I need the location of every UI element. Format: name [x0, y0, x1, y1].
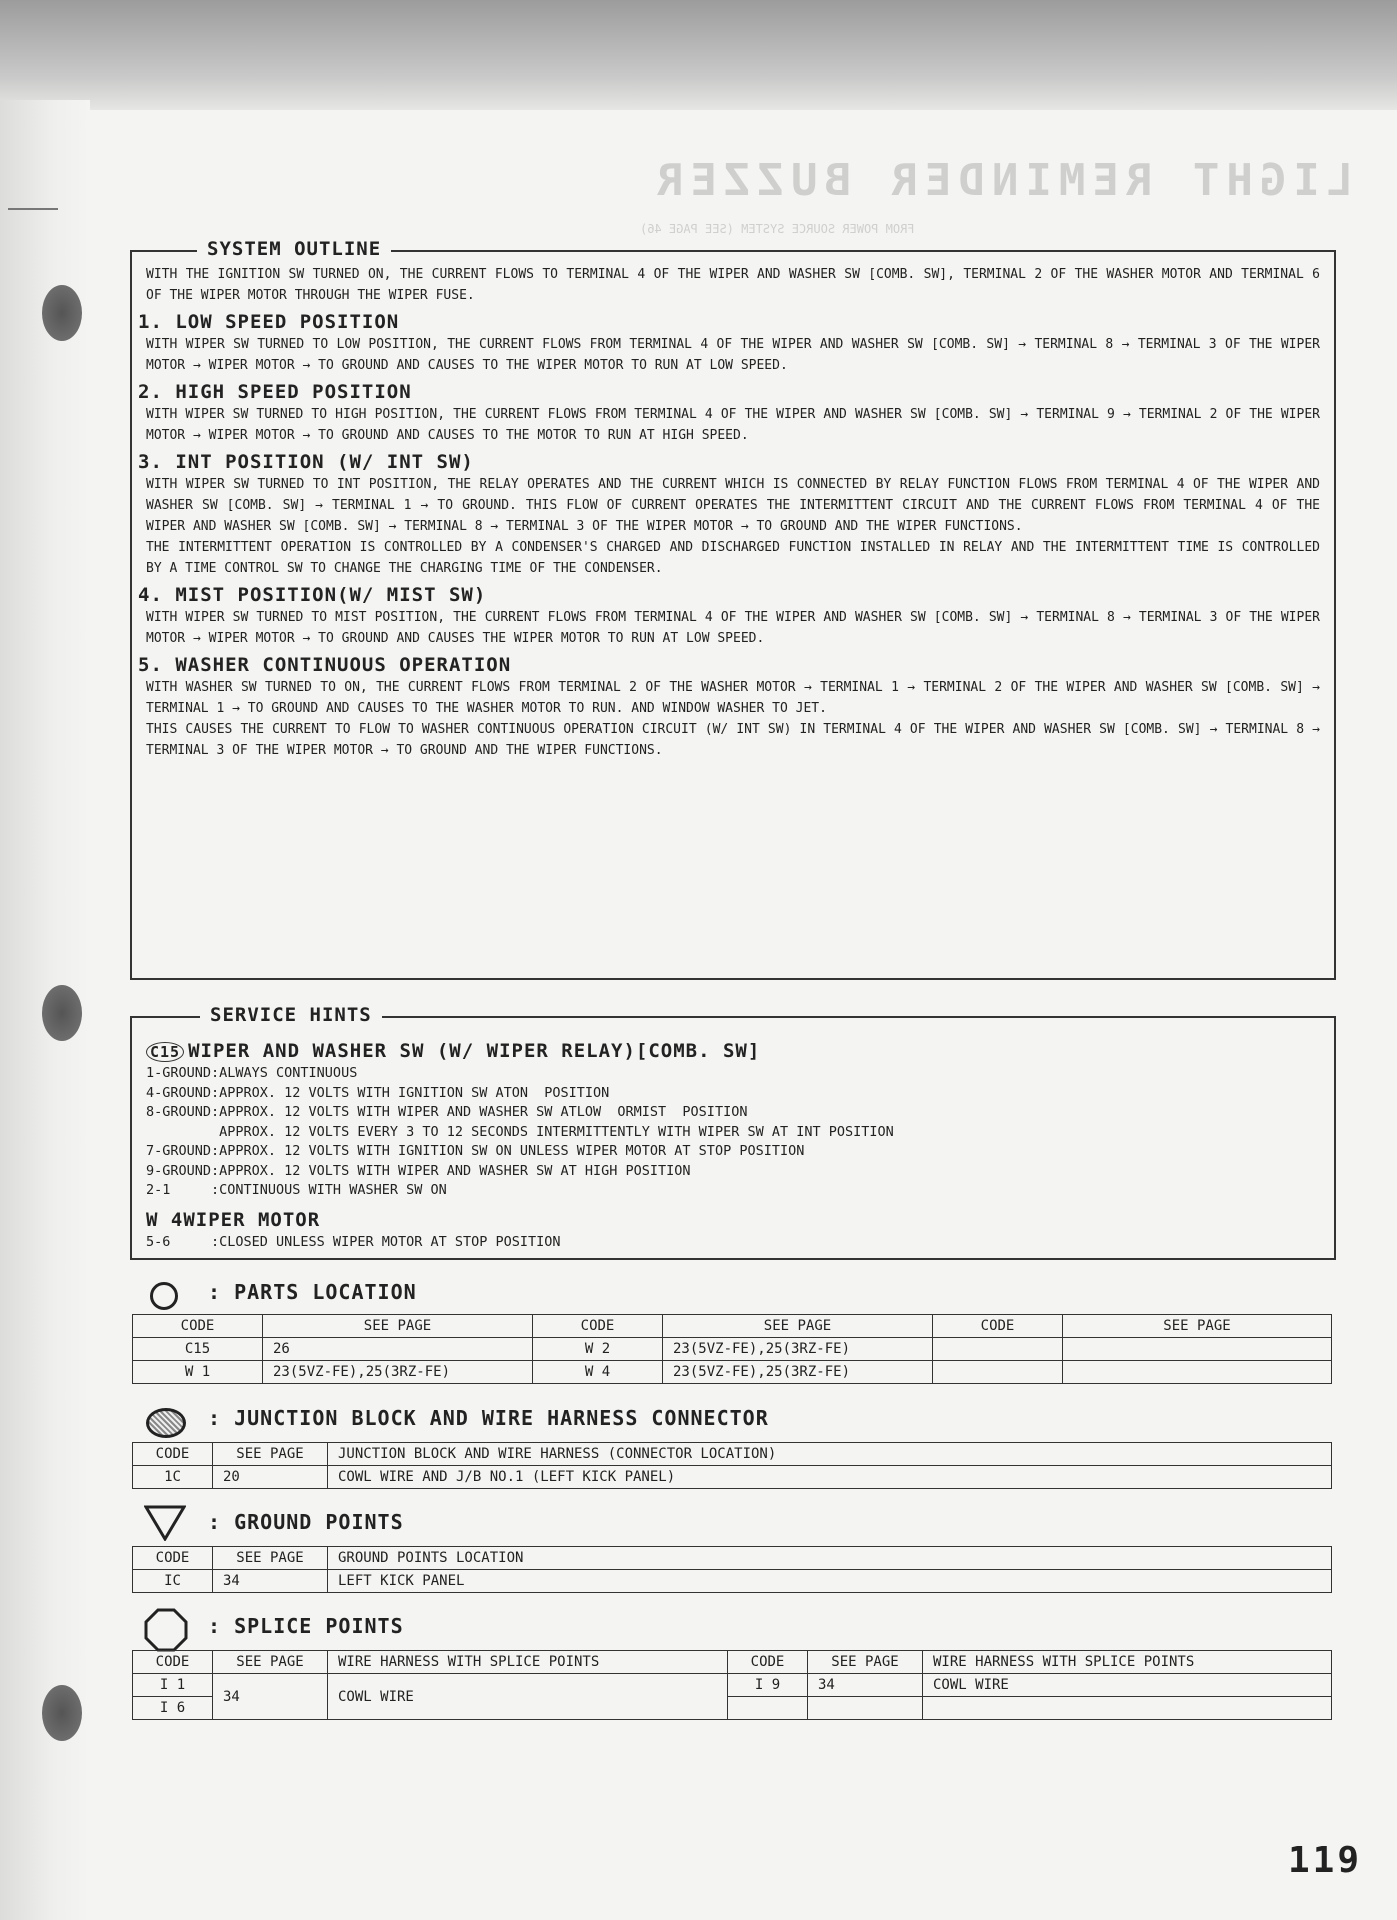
table-header: GROUND POINTS LOCATION	[328, 1547, 1332, 1570]
outline-paragraph: THIS CAUSES THE CURRENT TO FLOW TO WASHER CONTINUOUS OPERATION CIRCUIT (W/ INT SW) IN TERMINAL 4 OF THE WIPER AND WASHER SW [COMB. SW] → TERMINAL 8 → TERMINAL 3 OF THE WIPER MOTOR → TO GROUND AND THE WIPER FUNCTIONS.	[146, 722, 1320, 758]
splice-code: I 1	[133, 1674, 213, 1697]
outline-paragraph: WITH WASHER SW TURNED TO ON, THE CURRENT FLOWS FROM TERMINAL 2 OF THE WASHER MOTOR → TERMINAL 1 → TERMINAL 2 OF THE WIPER AND WASHER SW [COMB. SW] → TERMINAL 1 → TO GROUND AND CAUSES TO THE WASHER MOTOR TO RUN. AND WINDOW WASHER TO JET.	[146, 680, 1320, 716]
parts-location-table	[132, 1314, 1332, 1384]
table-cell: 26	[263, 1338, 533, 1361]
ground-points-table	[132, 1546, 1332, 1593]
c15-title: WIPER AND WASHER SW (W/ WIPER RELAY)[COMB. SW]	[188, 1040, 761, 1062]
outline-section-heading: 5. WASHER CONTINUOUS OPERATION	[138, 654, 512, 676]
binding-line	[8, 208, 58, 210]
ground-triangle-icon	[144, 1505, 186, 1541]
table-cell: LEFT KICK PANEL	[328, 1570, 1332, 1593]
junction-block-table	[132, 1442, 1332, 1489]
table-row	[133, 1361, 1332, 1384]
outline-intro: WITH THE IGNITION SW TURNED ON, THE CURRENT FLOWS TO TERMINAL 4 OF THE WIPER AND WASHER SW [COMB. SW], TERMINAL 2 OF THE WASHER MOTOR AND TERMINAL 6 OF THE WIPER MOTOR THROUGH THE WIPER FUSE.	[146, 267, 1320, 303]
scan-shadow-top	[0, 0, 1397, 110]
table-header: CODE	[933, 1315, 1063, 1338]
bleedthrough-subtitle: FROM POWER SOURCE SYSTEM (SEE PAGE 46)	[640, 222, 915, 236]
table-cell: COWL WIRE AND J/B NO.1 (LEFT KICK PANEL)	[328, 1466, 1332, 1489]
table-header: CODE	[133, 1443, 213, 1466]
table-cell: 1C	[133, 1466, 213, 1489]
bleedthrough-title: LIGHT REMINDER BUZZER	[650, 155, 1354, 206]
ground-points-title: : GROUND POINTS	[208, 1510, 404, 1534]
table-header: SEE PAGE	[213, 1547, 328, 1570]
w4-code: W 4	[146, 1208, 184, 1231]
table-header: SEE PAGE	[1063, 1315, 1332, 1338]
hint-row: 2-1 :CONTINUOUS WITH WASHER SW ON	[146, 1182, 447, 1198]
splice-harness: COWL WIRE	[923, 1674, 1332, 1697]
outline-paragraph: WITH WIPER SW TURNED TO INT POSITION, THE RELAY OPERATES AND THE CURRENT WHICH IS CONNECTED BY RELAY FUNCTION FLOWS FROM TERMINAL 4 OF THE WIPER AND WASHER SW [COMB. SW] → TERMINAL 1 → TO GROUND. THIS FLOW OF CURRENT OPERATES THE INTERMITTENT CIRCUIT AND THE CURRENT FLOWS FROM TERMINAL 4 OF THE WIPER AND WASHER SW [COMB. SW] → TERMINAL 8 → TERMINAL 3 OF THE WIPER MOTOR → TO GROUND AND THE WIPER FUNCTIONS.	[146, 477, 1320, 534]
system-outline-body	[138, 264, 1320, 761]
splice-points-title: : SPLICE POINTS	[208, 1614, 404, 1638]
table-cell	[1063, 1361, 1332, 1384]
c15-rows	[146, 1064, 1320, 1201]
service-hints-body	[146, 1034, 1320, 1252]
table-cell: W 4	[533, 1361, 663, 1384]
splice-header: CODE	[728, 1651, 808, 1674]
table-header: JUNCTION BLOCK AND WIRE HARNESS (CONNECTOR LOCATION)	[328, 1443, 1332, 1466]
table-header: SEE PAGE	[213, 1443, 328, 1466]
w4-title: WIPER MOTOR	[183, 1208, 321, 1231]
table-cell: 23(5VZ-FE),25(3RZ-FE)	[663, 1361, 933, 1384]
splice-page: 34	[213, 1674, 328, 1720]
service-hints-title: SERVICE HINTS	[200, 1004, 382, 1026]
table-header: SEE PAGE	[263, 1315, 533, 1338]
splice-header: CODE	[133, 1651, 213, 1674]
table-cell: W 2	[533, 1338, 663, 1361]
splice-header: SEE PAGE	[213, 1651, 328, 1674]
service-hints-box	[130, 1004, 1336, 1260]
w4-rows	[146, 1233, 1320, 1253]
punch-hole-icon	[42, 285, 82, 341]
outline-section-heading: 1. LOW SPEED POSITION	[138, 311, 400, 333]
circle-icon	[150, 1282, 178, 1310]
table-header: CODE	[133, 1315, 263, 1338]
outline-section-heading: 2. HIGH SPEED POSITION	[138, 381, 412, 403]
table-cell: 23(5VZ-FE),25(3RZ-FE)	[263, 1361, 533, 1384]
c15-code: C15	[146, 1042, 184, 1062]
table-header: CODE	[533, 1315, 663, 1338]
table-cell: C15	[133, 1338, 263, 1361]
splice-harness: COWL WIRE	[328, 1674, 728, 1720]
outline-section-heading: 3. INT POSITION (W/ INT SW)	[138, 451, 474, 473]
outline-paragraph: WITH WIPER SW TURNED TO MIST POSITION, THE CURRENT FLOWS FROM TERMINAL 4 OF THE WIPER AND WASHER SW [COMB. SW] → TERMINAL 8 → TERMINAL 3 OF THE WIPER MOTOR → WIPER MOTOR → TO GROUND AND CAUSES THE WIPER MOTOR TO RUN AT LOW SPEED.	[146, 610, 1320, 646]
splice-code: I 6	[133, 1697, 213, 1720]
outline-paragraph: WITH WIPER SW TURNED TO LOW POSITION, THE CURRENT FLOWS FROM TERMINAL 4 OF THE WIPER AND WASHER SW [COMB. SW] → TERMINAL 8 → TERMINAL 3 OF THE WIPER MOTOR → WIPER MOTOR → TO GROUND AND CAUSES TO THE WIPER MOTOR TO RUN AT LOW SPEED.	[146, 337, 1320, 373]
splice-header: SEE PAGE	[808, 1651, 923, 1674]
hint-row: 5-6 :CLOSED UNLESS WIPER MOTOR AT STOP POSITION	[146, 1233, 561, 1250]
splice-empty-cell	[808, 1697, 923, 1720]
outline-paragraph: WITH WIPER SW TURNED TO HIGH POSITION, THE CURRENT FLOWS FROM TERMINAL 4 OF THE WIPER AND WASHER SW [COMB. SW] → TERMINAL 9 → TERMINAL 2 OF THE WIPER MOTOR → WIPER MOTOR → TO GROUND AND CAUSES TO THE MOTOR TO RUN AT HIGH SPEED.	[146, 407, 1320, 443]
hint-row: 8-GROUND:APPROX. 12 VOLTS WITH WIPER AND WASHER SW ATLOW ORMIST POSITION	[146, 1104, 748, 1120]
hint-row: 7-GROUND:APPROX. 12 VOLTS WITH IGNITION SW ON UNLESS WIPER MOTOR AT STOP POSITION	[146, 1143, 805, 1159]
system-outline-box	[130, 238, 1336, 980]
w4-heading	[146, 1209, 1320, 1231]
splice-header: WIRE HARNESS WITH SPLICE POINTS	[923, 1651, 1332, 1674]
junction-block-title: : JUNCTION BLOCK AND WIRE HARNESS CONNECTOR	[208, 1406, 769, 1430]
table-cell	[1063, 1338, 1332, 1361]
punch-hole-icon	[42, 1685, 82, 1741]
hint-row: 9-GROUND:APPROX. 12 VOLTS WITH WIPER AND WASHER SW AT HIGH POSITION	[146, 1162, 691, 1179]
outline-paragraph: THE INTERMITTENT OPERATION IS CONTROLLED BY A CONDENSER'S CHARGED AND DISCHARGED FUNCTION INSTALLED IN RELAY AND THE INTERMITTENT TIME IS CONTROLLED BY A TIME CONTROL SW TO CHANGE THE CHARGING TIME OF THE CONDENSER.	[146, 540, 1320, 576]
table-cell: 20	[213, 1466, 328, 1489]
splice-points-table	[132, 1650, 1332, 1720]
splice-header: WIRE HARNESS WITH SPLICE POINTS	[328, 1651, 728, 1674]
table-row	[133, 1570, 1332, 1593]
table-row	[133, 1338, 1332, 1361]
splice-octagon-icon	[144, 1608, 188, 1652]
table-cell	[933, 1338, 1063, 1361]
hint-row: 1-GROUND:ALWAYS CONTINUOUS	[146, 1065, 358, 1081]
hint-row: APPROX. 12 VOLTS EVERY 3 TO 12 SECONDS INTERMITTENTLY WITH WIPER SW AT INT POSITION	[146, 1123, 894, 1140]
table-cell	[933, 1361, 1063, 1384]
punch-hole-icon	[42, 985, 82, 1041]
c15-heading	[146, 1040, 1320, 1062]
table-cell: IC	[133, 1570, 213, 1593]
hint-row: 4-GROUND:APPROX. 12 VOLTS WITH IGNITION SW ATON POSITION	[146, 1084, 610, 1101]
splice-page: 34	[808, 1674, 923, 1697]
system-outline-title: SYSTEM OUTLINE	[197, 238, 391, 260]
table-cell: 34	[213, 1570, 328, 1593]
page-number: 119	[1288, 1840, 1363, 1881]
splice-code: I 9	[728, 1674, 808, 1697]
table-header: CODE	[133, 1547, 213, 1570]
table-cell: W 1	[133, 1361, 263, 1384]
table-header: SEE PAGE	[663, 1315, 933, 1338]
outline-section-heading: 4. MIST POSITION(W/ MIST SW)	[138, 584, 487, 606]
splice-empty-cell	[923, 1697, 1332, 1720]
table-row	[133, 1466, 1332, 1489]
splice-empty-cell	[728, 1697, 808, 1720]
table-cell: 23(5VZ-FE),25(3RZ-FE)	[663, 1338, 933, 1361]
junction-block-icon	[146, 1408, 186, 1438]
parts-location-title: : PARTS LOCATION	[208, 1280, 417, 1304]
